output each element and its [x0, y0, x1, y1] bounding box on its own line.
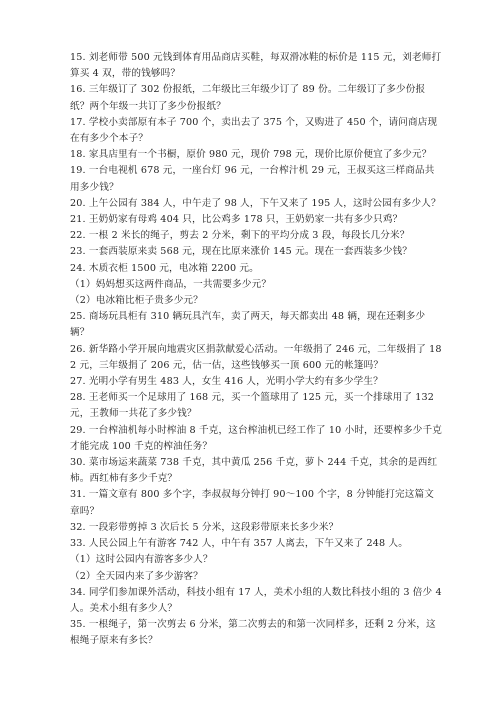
- problem-32: 32. 一段彩带剪掉 3 次后长 5 分米，这段彩带原来长多少米？: [70, 521, 339, 533]
- problem-35: 35. 一根绳子，第一次剪去 6 分米，第二次剪去的和第一次同样多，还剩 2 分米，这根绳子原来有多长？: [70, 619, 436, 647]
- problem-21: 21. 王奶奶家有母鸡 404 只，比公鸡多 178 只，王奶奶家一共有多少只鸡？: [70, 214, 403, 226]
- problem-28: 28. 王老师买一个足球用了 168 元，买一个篮球用了 125 元，买一个排球用了 132 元，王教师一共花了多少钱？: [70, 392, 435, 420]
- problem-20: 20. 上午公园有 384 人，中午走了 98 人，下午又来了 195 人，这时公园有多少人？: [70, 197, 441, 209]
- problem-34: 34. 同学们参加课外活动，科技小组有 17 人，美术小组的人数比科技小组的 3 倍少 4 人。美术小组有多少人？: [70, 586, 442, 614]
- problem-24-sub-1: （1）妈妈想买这两件商品，一共需要多少元？: [70, 278, 272, 290]
- problem-19: 19. 一台电视机 678 元，一座台灯 96 元，一台榨汁机 29 元，王叔买这三样商品共用多少钱？: [70, 165, 435, 193]
- problem-23: 23. 一套西装原来卖 568 元，现在比原来涨价 145 元。现在一套西装多少钱？: [70, 246, 413, 258]
- problem-15: 15. 刘老师带 500 元钱到体育用品商店买鞋，每双滑冰鞋的标价是 115 元，刘老师打算买 4 双，带的钱够吗？: [70, 52, 442, 80]
- problem-24: 24. 木质衣柜 1500 元，电冰箱 2200 元。: [70, 262, 259, 274]
- problem-26: 26. 新华路小学开展向地震灾区捐款献爱心活动。一年级捐了 246 元，二年级捐了 182 元，三年级捐了 206 元，估一估，这些钱够买一顶 600 元的帐篷吗？: [70, 343, 442, 371]
- problem-31: 31. 一篇文章有 800 多个字，李叔叔每分钟打 90～100 个字，8 分钟能打完这篇文章吗？: [70, 489, 435, 517]
- problem-18: 18. 家具店里有一个书橱，原价 980 元，现价 798 元，现价比原价便宜了多少元？: [70, 149, 432, 161]
- problem-27: 27. 光明小学有男生 483 人，女生 416 人，光明小学大约有多少学生？: [70, 376, 383, 388]
- problem-30: 30. 菜市场运来蔬菜 738 千克，其中黄瓜 256 千克，萝卜 244 千克，其余的是西红柿。西红柿有多少千克？: [70, 457, 438, 485]
- problem-22: 22. 一根 2 米长的绳子，剪去 2 分米，剩下的平均分成 3 段，每段长几分米？: [70, 230, 410, 242]
- problem-33-sub-1: （1）这时公园内有游客多少人？: [70, 554, 213, 566]
- problem-list: [70, 50, 442, 650]
- problem-29: 29. 一台榨油机每小时榨油 8 千克，这台榨油机已经工作了 10 小时，还要榨多少千克才能完成 100 千克的榨油任务？: [70, 424, 443, 452]
- problem-25: 25. 商场玩具柜有 310 辆玩具汽车，卖了两天，每天都卖出 48 辆，现在还剩多少辆？: [70, 311, 426, 339]
- problem-33-sub-2: （2）全天园内来了多少游客？: [70, 570, 203, 582]
- problem-24-sub-2: （2）电冰箱比柜子贵多少元？: [70, 295, 203, 307]
- problem-16: 16. 三年级订了 302 份报纸，二年级比三年级少订了 89 份。二年级订了多少份报纸？两个年级一共订了多少份报纸？: [70, 84, 426, 112]
- problem-17: 17. 学校小卖部原有本子 700 个，卖出去了 375 个，又购进了 450 个，请问商店现在有多少个本子？: [70, 116, 438, 145]
- problem-33: 33. 人民公园上午有游客 742 人，中午有 357 人离去，下午又来了 248 人。: [70, 538, 408, 550]
